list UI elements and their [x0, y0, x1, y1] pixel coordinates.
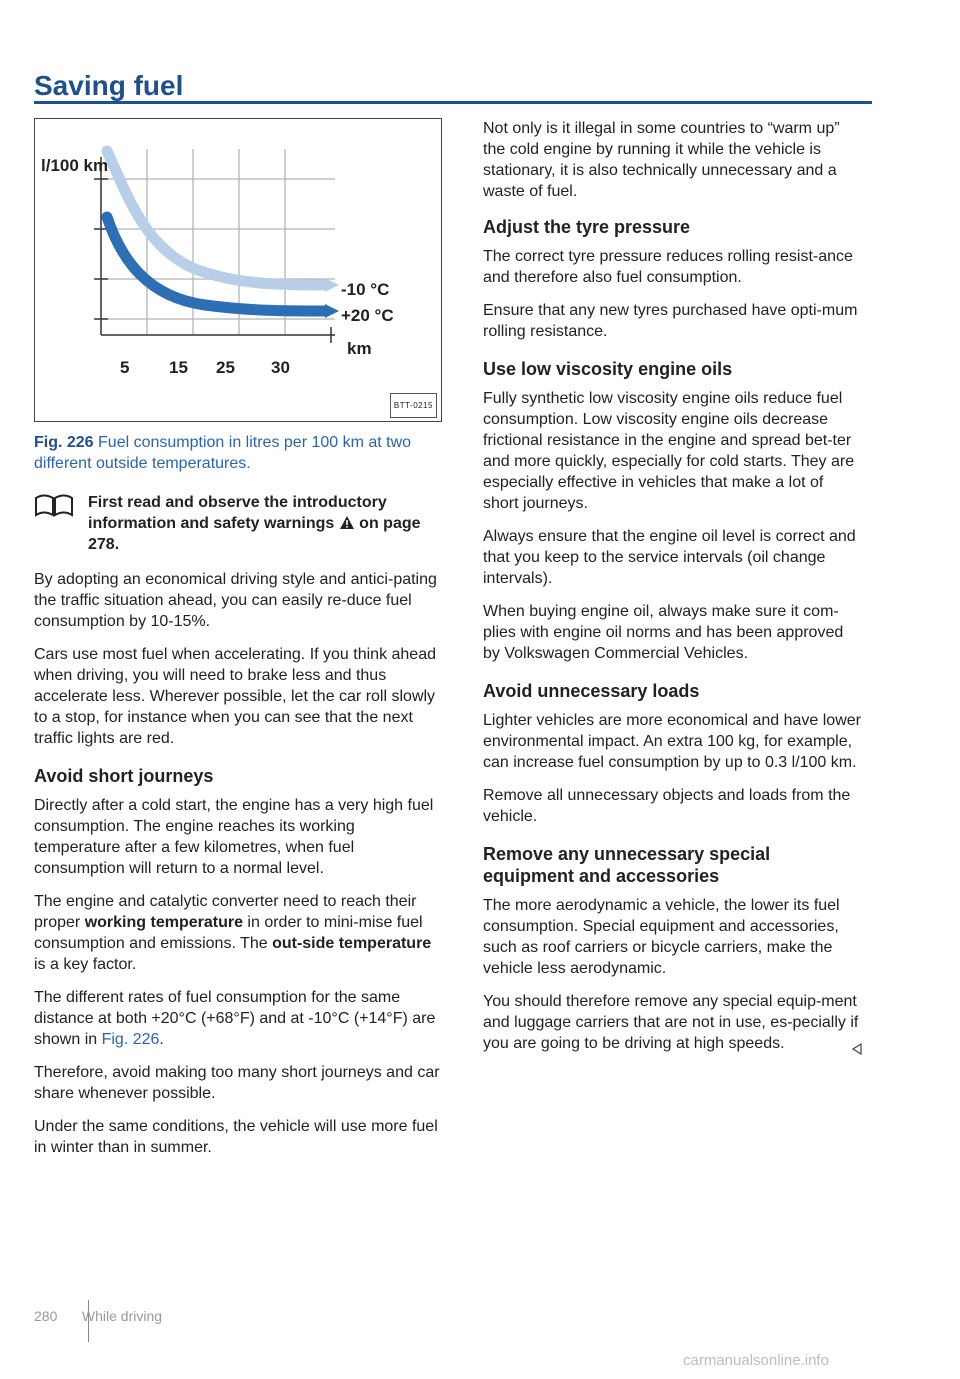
figure-caption	[34, 432, 444, 474]
oil-paragraph-2: Always ensure that the engine oil level is correct and that you keep to the service intervals (oil change intervals).	[483, 528, 856, 587]
fuel-consumption-chart	[35, 119, 441, 421]
page-footer	[34, 1308, 162, 1324]
curve-minus-10-arrow	[325, 278, 339, 292]
equipment-paragraph-1: The more aerodynamic a vehicle, the lower its fuel consumption. Special equipment and accessories, such as roof carriers or bicycle carriers, make the vehicle less aerodynamic.	[483, 897, 840, 977]
figure-link[interactable]: Fig. 226	[101, 1031, 160, 1048]
page-number: 280	[34, 1308, 58, 1324]
figure-caption-number: Fig. 226	[34, 434, 94, 451]
x-axis-unit: km	[347, 339, 372, 358]
x-tick-25: 25	[216, 358, 235, 377]
x-tick-5: 5	[120, 358, 130, 377]
header-rule	[34, 101, 872, 104]
x-tick-15: 15	[169, 358, 188, 377]
page-title: Saving fuel	[34, 70, 184, 101]
section-name: While driving	[81, 1308, 163, 1324]
curve-minus-10	[107, 151, 325, 285]
tyre-paragraph-1: The correct tyre pressure reduces rolling resist-ance and therefore also fuel consumption.	[483, 248, 853, 286]
y-axis-label: l/100 km	[41, 156, 109, 175]
heading-unnecessary-loads: Avoid unnecessary loads	[483, 681, 700, 701]
tyre-paragraph-2: Ensure that any new tyres purchased have opti-mum rolling resistance.	[483, 302, 858, 340]
heading-short-journeys: Avoid short journeys	[34, 766, 214, 786]
heading-engine-oils: Use low viscosity engine oils	[483, 359, 733, 379]
oil-paragraph-1: Fully synthetic low viscosity engine oils reduce fuel consumption. Low viscosity engine oils decrease frictional resistance in the engine and spread bet-ter and more quickly, especially for cold starts. They are especially effective in vehicles that make a lot of short journeys.	[483, 390, 855, 512]
warning-triangle-icon	[339, 515, 355, 530]
short-journeys-paragraph-5: Under the same conditions, the vehicle will use more fuel in winter than in summer.	[34, 1118, 438, 1156]
right-column	[483, 118, 863, 1066]
figure-code: BTT-0215	[390, 393, 437, 418]
warm-up-paragraph: Not only is it illegal in some countries to “warm up” the cold engine by running it while the vehicle is stationary, it is also technically unnecessary and a waste of fuel.	[483, 120, 840, 200]
watermark: carmanualsonline.info	[683, 1352, 829, 1369]
end-arrow-icon	[852, 1043, 862, 1055]
curve-plus-20	[107, 217, 325, 311]
left-column	[34, 118, 444, 1170]
short-journeys-paragraph-3: The different rates of fuel consumption for the same distance at both +20°C (+68°F) and at -10°C (+14°F) are shown in Fig. 226.	[34, 989, 436, 1048]
x-tick-30: 30	[271, 358, 290, 377]
fuel-consumption-figure	[34, 118, 442, 422]
notice-text-b: on page 278.	[88, 515, 421, 553]
short-journeys-paragraph-2: The engine and catalytic converter need to reach their proper working temperature in order to mini-mise fuel consumption and emissions. The out-side temperature is a key factor.	[34, 893, 432, 973]
heading-special-equipment: Remove any unnecessary special equipment and accessories	[483, 844, 771, 886]
intro-paragraph-1: By adopting an economical driving style and antici-pating the traffic situation ahead, you can easily re-duce fuel consumption by 10-15%.	[34, 571, 437, 630]
intro-paragraph-2: Cars use most fuel when accelerating. If you think ahead when driving, you will need to brake less and thus accelerate less. Wherever possible, let the car roll slowly to a stop, for instance when you can see that the next traffic lights are red.	[34, 646, 436, 747]
page-header	[34, 70, 183, 102]
intro-notice	[34, 492, 444, 555]
short-journeys-paragraph-4: Therefore, avoid making too many short journeys and car share whenever possible.	[34, 1064, 440, 1102]
curve-plus-20-arrow	[325, 304, 339, 318]
equipment-paragraph-2: You should therefore remove any special equip-ment and luggage carriers that are not in use, es-pecially if you are going to be driving at high speeds.	[483, 993, 859, 1052]
figure-caption-text: Fuel consumption in litres per 100 km at two different outside temperatures.	[34, 434, 412, 472]
heading-tyre-pressure: Adjust the tyre pressure	[483, 217, 691, 237]
loads-paragraph-2: Remove all unnecessary objects and loads from the vehicle.	[483, 787, 851, 825]
notice-text-a: First read and observe the introductory information and safety warnings	[88, 494, 387, 532]
short-journeys-paragraph-1: Directly after a cold start, the engine has a very high fuel consumption. The engine reaches its working temperature after a few kilometres, when fuel consumption will return to a normal level.	[34, 797, 434, 877]
book-icon	[34, 493, 74, 517]
oil-paragraph-3: When buying engine oil, always make sure it com-plies with engine oil norms and has been approved by Volkswagen Commercial Vehicles.	[483, 603, 844, 662]
loads-paragraph-1: Lighter vehicles are more economical and have lower environmental impact. An extra 100 kg, for example, can increase fuel consumption by up to 0.3 l/100 km.	[483, 712, 861, 771]
curve-label-plus-20: +20 °C	[341, 306, 394, 325]
curve-label-minus-10: -10 °C	[341, 280, 390, 299]
